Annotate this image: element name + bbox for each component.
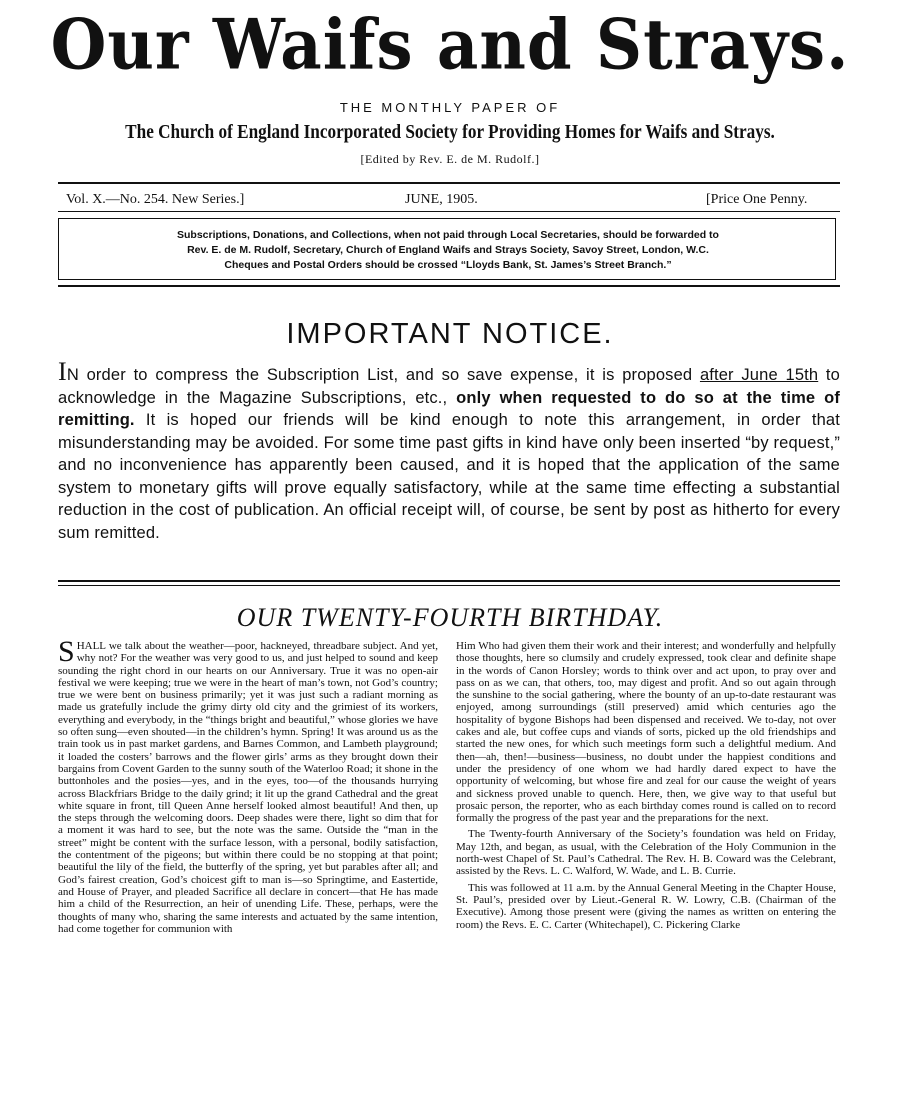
article-right-paragraph-1: Him Who had given them their work and their interest; and wonderfully and helpfully those thoughts, here so clumsily and crudely expressed, took clear and definite shape in the words of Canon Horsley; words to think over and act upon, to pray over and pass on as we can, that others, too, may digest and profit. And so out again through the sunshine to the social gathering, where the bounty of an up-to-date restaurant was enjoyed, among surroundings (still preserved) amid which centuries ago the hospitality of bygone Bishops had been dispensed and received. We to-day, not over cakes and ale, but coffee cups and viands of sorts, picked up the old friendships and started the new ones, for which such meetings form such a delightful medium. And then—ah, then!—business—business, no doubt under the happiest conditions and under the presidency of one whom we had hardly dared expect to have the opportunity of welcoming, but whose fire and zeal for our cause the weight of years and sickness proved unable to quench. Here, then, we give way to that useful but prosaic person, the reporter, who as each birthday comes round is called on to record formally the progress of the past year and the preparations for the next. xyxy=(456,640,836,825)
issue-volume: Vol. X.—No. 254. New Series.] xyxy=(66,192,245,207)
notice-deadline: after June 15th xyxy=(699,366,819,384)
subscription-line-2: Rev. E. de M. Rudolf, Secretary, Church of England Waifs and Strays Society, Savoy Street, London, W.C. xyxy=(187,244,709,256)
subscription-line-3: Cheques and Postal Orders should be crossed “Lloyds Bank, St. James’s Street Branch.” xyxy=(224,259,672,271)
notice-text-a: N order to compress the Subscription List, and so save expense, it is proposed xyxy=(66,366,700,384)
article-title: OUR TWENTY-FOURTH BIRTHDAY. xyxy=(236,603,664,632)
notice-heading: IMPORTANT NOTICE. xyxy=(286,318,614,350)
editor-credit: [Edited by Rev. E. de M. Rudolf.] xyxy=(360,152,540,166)
notice-emphasis: only when requested to do so at the time of remitting. xyxy=(58,388,841,429)
issue-rule xyxy=(58,211,840,212)
box-rule xyxy=(58,285,840,287)
top-rule xyxy=(58,182,840,184)
issue-date: JUNE, 1905. xyxy=(405,192,478,207)
article-dropcap: S xyxy=(58,635,75,668)
article-column-left xyxy=(58,635,438,939)
notice-text-b: to acknowledge in the Magazine Subscriptions, etc., xyxy=(58,366,840,407)
notice-text-c: It is hoped our friends will be kind enough to note this arrangement, in order that misunderstanding may be avoided. For some time past gifts in kind have only been inserted “by request,” and no inconvenience has apparently been caused, and it is hoped that the application of the same system to monetary gifts will prove equally satisfactory, while at the same time effecting a substantial reduction in the cost of publication. An official receipt will, of course, be sent by post as hitherto for every sum remitted. xyxy=(58,411,840,542)
notice-body xyxy=(58,357,841,544)
issue-price: [Price One Penny. xyxy=(706,192,808,207)
subscription-box xyxy=(58,218,836,280)
article-right-paragraph-2: The Twenty-fourth Anniversary of the Society’s foundation was held on Friday, May 12th, and began, as usual, with the Celebration of the Holy Communion in the north-west Chapel of St. Paul’s Cathedral. The Rev. H. B. Coward was the Celebrant, assisted by the Revs. L. C. Walford, W. Wade, and L. B. Currie. xyxy=(456,828,836,878)
article-column-right xyxy=(456,640,836,935)
notice-dropcap: I xyxy=(58,357,67,386)
society-name: The Church of England Incorporated Society for Providing Homes for Waifs and Strays. xyxy=(125,121,775,143)
subscription-line-1: Subscriptions, Donations, and Collections, when not paid through Local Secretaries, should be forwarded to xyxy=(177,229,719,241)
section-rule-1 xyxy=(58,580,840,582)
masthead-subtitle: THE MONTHLY PAPER OF xyxy=(339,100,561,115)
article-left-paragraph: HALL we talk about the weather—poor, hackneyed, threadbare subject. And yet, why not? For the weather was very good to us, and just helped to sound and keep sounding the right chord in our hearts on our Anniversary. True it was no open-air festival we were keeping; true we were in the heart of man’s town, not God’s country; true we were bent on business primarily; yet it was just such a radiant morning as made us gratefully include the grimy dirty old city and the grimiest of its workers, everything and everybody, in the “things bright and beautiful,” whose glories we have so often sung—even shouted—in the children’s hymn. Spring! It was around us as the train took us in past market gardens, and Barnes Common, and Lambeth playground; it loaded the costers’ barrows and the flower girls’ arms as they brought down their bargains from Covent Garden to the sunny south of the Waterloo Road; it shone in the buttonholes and the posies—yes, and in the eyes, too—of the thousands hurrying across Blackfriars Bridge to the daily grind; it lit up the grand Cathedral and the great white square in front, till Queen Anne herself looked almost beautiful! And then, up the steps through the welcoming doors. Deep shades were there, light so dim that for a moment it was hard to see, but the note was the same. Outside the “man in the street” might be content with the surface lesson, with a personal, bodily satisfaction, the contentment of the pigeons; but within there could be no stopping at that point; beautiful the lily of the field, the butterfly of the spring, yet but parables after all; and God’s fairest creation, God’s choicest gift to man is—so Springtime, and Eastertide, and House of Prayer, and pleaded Sacrifice all declare in concert—that He has made him a child of the Resurrection, an heir of unending Life. These, perhaps, were the thoughts of many who, sharing the same interests and actuated by the same intention, had come together for communion with xyxy=(58,640,438,935)
article-right-paragraph-3: This was followed at 11 a.m. by the Annual General Meeting in the Chapter House, St. Paul’s, presided over by Lieut.-General R. W. Lowry, C.B. (Chairman of the Executive). Among those present were (giving the names as written on entering the room) the Revs. E. C. Carter (Whitechapel), C. Pickering Clarke xyxy=(456,881,836,931)
section-rule-2 xyxy=(58,585,840,586)
masthead-title: Our Waifs and Strays. xyxy=(50,4,850,86)
